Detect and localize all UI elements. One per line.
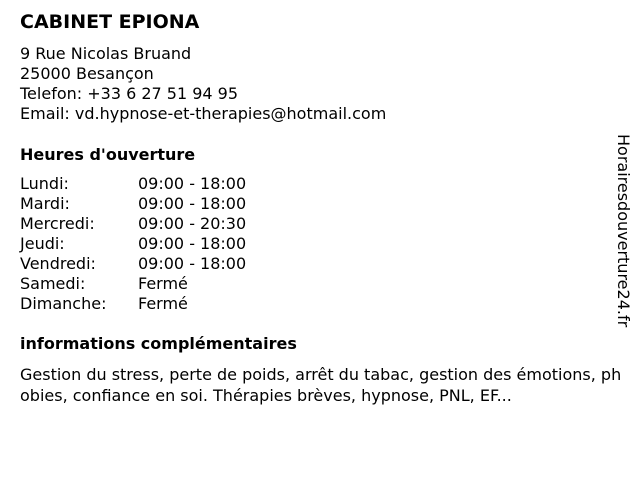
day-label: Dimanche: xyxy=(20,294,107,313)
city-line: 25000 Besançon xyxy=(20,64,154,83)
site-watermark xyxy=(611,134,635,346)
day-label: Samedi: xyxy=(20,274,86,293)
additional-info-heading: informations complémentaires xyxy=(20,334,297,353)
business-name: CABINET EPIONA xyxy=(20,11,200,33)
day-hours: 09:00 - 18:00 xyxy=(138,174,247,193)
additional-info-text: Gestion du stress, perte de poids, arrêt du tabac, gestion des émotions, phobies, confiance en soi. Thérapies brèves, hypnose, PNL, EF... xyxy=(20,365,622,405)
day-label: Vendredi: xyxy=(20,254,96,273)
day-hours: 09:00 - 18:00 xyxy=(138,234,247,253)
day-label: Lundi: xyxy=(20,174,69,193)
day-hours: Fermé xyxy=(138,294,188,313)
day-hours: 09:00 - 18:00 xyxy=(138,254,247,273)
day-hours: Fermé xyxy=(138,274,188,293)
phone-line: Telefon: +33 6 27 51 94 95 xyxy=(20,84,239,103)
street-address: 9 Rue Nicolas Bruand xyxy=(20,44,192,63)
watermark-text: Horairesdouverture24.fr xyxy=(614,134,633,328)
day-label: Jeudi: xyxy=(20,234,65,253)
opening-hours-heading: Heures d'ouverture xyxy=(20,145,196,164)
business-address xyxy=(20,44,386,124)
email-line: Email: vd.hypnose-et-therapies@hotmail.com xyxy=(20,104,387,123)
day-hours: 09:00 - 18:00 xyxy=(138,194,247,213)
day-label: Mardi: xyxy=(20,194,70,213)
day-hours: 09:00 - 20:30 xyxy=(138,214,247,233)
day-label: Mercredi: xyxy=(20,214,95,233)
